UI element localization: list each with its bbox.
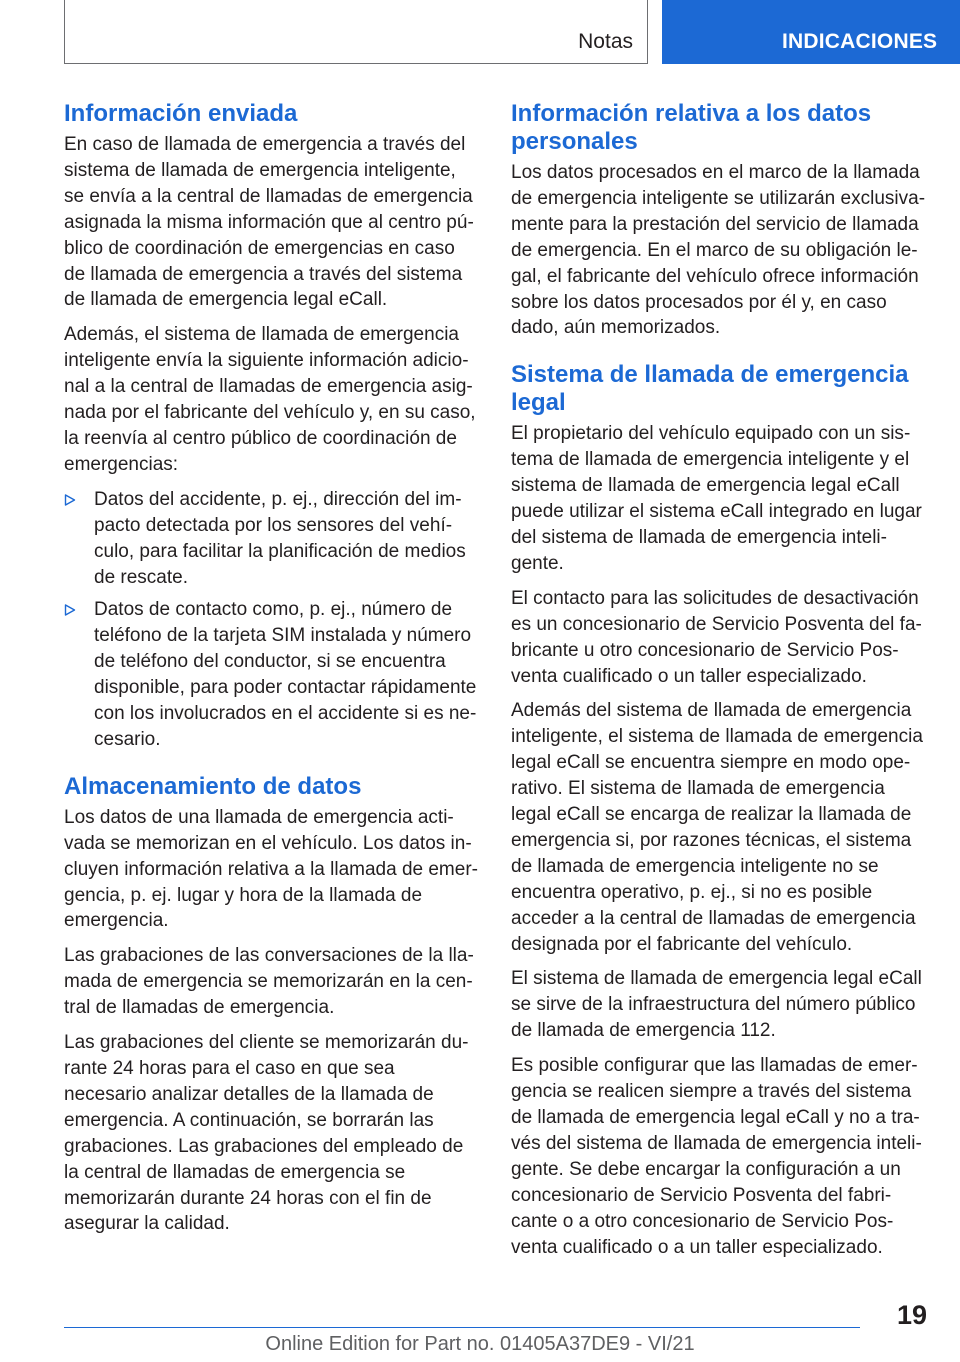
paragraph: Los datos procesados en el marco de la llamada de emergencia inteligente se utilizarán exclusivamente para la prestación del servicio de llamada de emergencia. En el marco de su obligación legal, el fabricante del vehículo ofrece información sobre los datos procesados por él y, en caso dado, aún memorizados.	[511, 162, 926, 339]
bullet-list	[64, 487, 478, 753]
footer-divider	[64, 1327, 860, 1328]
left-column	[64, 100, 478, 1246]
header-notes-box	[64, 0, 648, 64]
list-item	[64, 487, 478, 591]
paragraph: Además del sistema de llamada de emergencia inteligente, el sistema de llamada de emergencia legal eCall se encuentra siempre en modo operativo. El sistema de llamada de emergencia legal eCall se encarga de realizar la llamada de emergencia si, por razones técnicas, el sistema de llamada de emergencia inteligente no se encuentra operativo, p. ej., si no es posible acceder a la central de llamadas de emergencia designada por el fabricante del vehículo.	[511, 700, 923, 955]
heading-informacion-enviada: Información enviada	[64, 100, 298, 127]
header-notes-label: Notas	[578, 30, 633, 53]
paragraph: Además, el sistema de llamada de emergencia inteligente envía la siguiente información adicional a la central de llamadas de emergencia asignada por el fabricante del vehículo y, en su caso, la reenvía al centro público de coordinación de emergencias:	[64, 324, 476, 475]
footer-edition-text: Online Edition for Part no. 01405A37DE9 - VI/21	[265, 1333, 695, 1355]
paragraph: Las grabaciones de las conversaciones de la llamada de emergencia se memorizarán en la central de llamadas de emergencia.	[64, 945, 474, 1019]
paragraph: Es posible configurar que las llamadas de emergencia se realicen siempre a través del sistema de llamada de emergencia legal eCall y no a través del sistema de llamada de emergencia inteligente. Se debe encargar la configuración a un concesionario de Servicio Posventa del fabricante o a otro concesionario de Servicio Posventa cualificado o a un taller especializado.	[511, 1055, 922, 1258]
right-column	[511, 100, 925, 1269]
paragraph: El contacto para las solicitudes de desactivación es un concesionario de Servicio Posventa del fabricante u otro concesionario de Servicio Posventa cualificado o un taller especializado.	[511, 587, 922, 687]
heading-almacenamiento-de-datos: Almacenamiento de datos	[64, 772, 362, 800]
page-number: 19	[896, 1300, 927, 1330]
triangle-bullet-icon	[64, 604, 76, 616]
paragraph: En caso de llamada de emergencia a través del sistema de llamada de emergencia inteligente, se envía a la central de llamadas de emergencia asignada la misma información que al centro público de coordinación de emergencias en caso de llamada de emergencia a través del sistema de llamada de emergencia legal eCall.	[64, 134, 474, 311]
section-tab	[662, 0, 960, 64]
heading-sistema-llamada-legal: Sistema de llamada de emergencia legal	[511, 361, 909, 417]
triangle-bullet-icon	[64, 494, 76, 506]
section-tab-label: INDICACIONES	[782, 30, 938, 53]
list-item-text: Datos del accidente, p. ej., dirección del impacto detectada por los sensores del vehículo, para facilitar la planificación de medios de rescate.	[94, 488, 466, 588]
heading-datos-personales: Información relativa a los datos personales	[511, 100, 872, 155]
paragraph: El propietario del vehículo equipado con un sistema de llamada de emergencia inteligente y el sistema de llamada de emergencia legal eCall puede utilizar el sistema eCall integrado en lugar del sistema de llamada de emergencia inteligente.	[511, 423, 922, 574]
paragraph: Los datos de una llamada de emergencia activada se memorizan en el vehículo. Los datos incluyen información relativa a la llamada de emergencia, p. ej. lugar y hora de la llamada de emergencia.	[64, 806, 478, 932]
paragraph: Las grabaciones del cliente se memorizarán durante 24 horas para el caso en que sea necesario analizar detalles de la llamada de emergencia. A continuación, se borrarán las grabaciones. Las grabaciones del empleado de la central de llamadas de emergencia se memorizarán durante 24 horas con el fin de asegurar la calidad.	[64, 1032, 469, 1235]
list-item-text: Datos de contacto como, p. ej., número de teléfono de la tarjeta SIM instalada y número de teléfono del conductor, si se encuentra disponible, para poder contactar rápidamente con los involucrados en el accidente si es necesario.	[94, 599, 477, 750]
paragraph: El sistema de llamada de emergencia legal eCall se sirve de la infraestructura del número público de llamada de emergencia 112.	[511, 968, 922, 1042]
list-item	[64, 597, 478, 752]
